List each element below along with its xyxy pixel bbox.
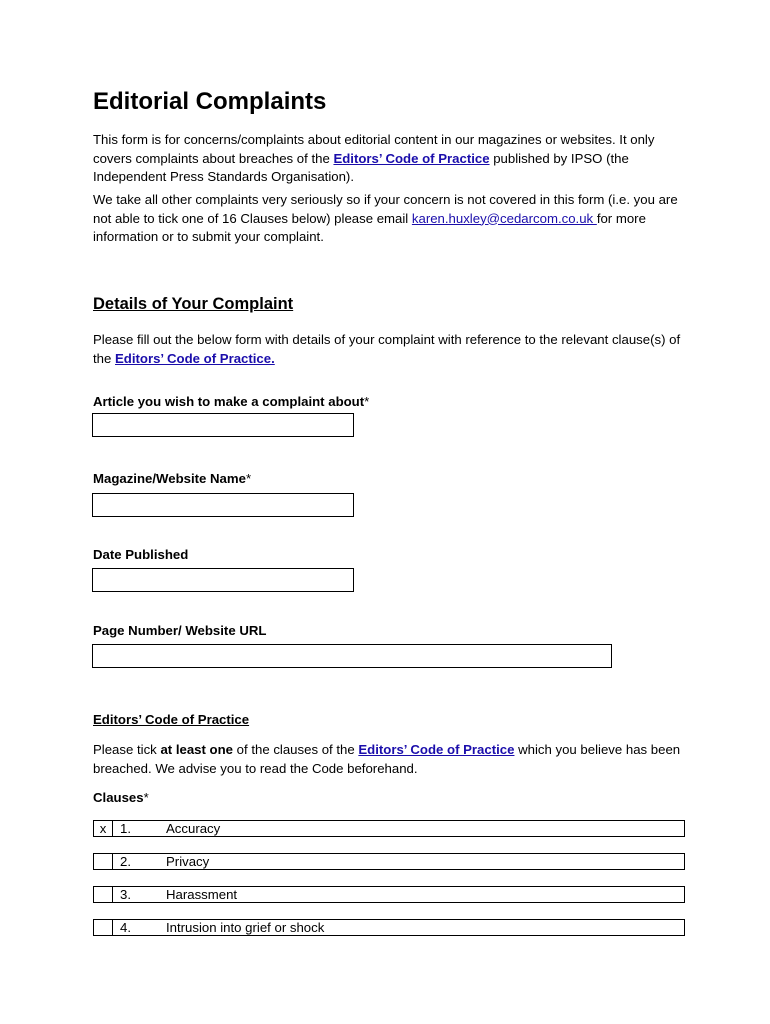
- url-field[interactable]: [92, 644, 612, 668]
- editors-code-link[interactable]: Editors’ Code of Practice: [358, 742, 515, 757]
- clauses-label: [93, 790, 149, 805]
- clause-checkbox[interactable]: [94, 854, 113, 869]
- article-field[interactable]: [92, 413, 354, 437]
- clause-checkbox[interactable]: x: [94, 821, 113, 836]
- required-marker: *: [245, 471, 252, 486]
- editors-code-link[interactable]: Editors’ Code of Practice: [333, 150, 490, 166]
- code-text: Please tick: [93, 742, 161, 757]
- date-input[interactable]: [93, 569, 353, 591]
- intro-paragraph-2: [93, 191, 693, 247]
- field-label-text: Date Published: [93, 547, 189, 562]
- required-marker: *: [364, 394, 370, 409]
- code-text: which you believe has been breached. We advise you to read the Code beforehand.: [93, 742, 681, 776]
- clause-number: 3.: [120, 887, 131, 902]
- clause-number: 2.: [120, 854, 131, 869]
- clause-row: [93, 886, 685, 903]
- details-heading: Details of Your Complaint: [93, 295, 294, 313]
- clause-row: [93, 820, 685, 837]
- intro-text: We take all other complaints very seriously so if your concern is not covered in this form (i.e. you are not able to tick one of 16 Clauses below) please email: [93, 192, 678, 226]
- intro-paragraph-1: [93, 131, 693, 187]
- url-input[interactable]: [93, 645, 611, 667]
- field-label-url: [93, 623, 266, 638]
- clause-name: Intrusion into grief or shock: [166, 920, 325, 935]
- details-description: [93, 331, 693, 368]
- clause-name: Harassment: [166, 887, 238, 902]
- code-description: [93, 741, 693, 778]
- magazine-field[interactable]: [92, 493, 354, 517]
- code-text-bold: at least one: [160, 742, 233, 757]
- article-input[interactable]: [93, 414, 353, 436]
- date-field[interactable]: [92, 568, 354, 592]
- intro-text: for more information or to submit your complaint.: [93, 210, 646, 244]
- field-label-article: [93, 394, 369, 409]
- clause-checkbox[interactable]: [94, 920, 113, 935]
- email-link[interactable]: karen.huxley@cedarcom.co.uk: [411, 210, 597, 226]
- code-heading: Editors’ Code of Practice: [93, 712, 250, 727]
- clause-name: Privacy: [166, 854, 210, 869]
- code-text: of the clauses of the: [233, 742, 359, 757]
- details-text: Please fill out the below form with details of your complaint with reference to the relevant clause(s) of the: [93, 332, 681, 366]
- page-title: Editorial Complaints: [93, 88, 327, 115]
- field-label-magazine: [93, 471, 251, 486]
- field-label-text: Article you wish to make a complaint about: [93, 394, 365, 409]
- clause-row: [93, 853, 685, 870]
- intro-text: published by IPSO (the Independent Press Standards Organisation).: [93, 150, 629, 184]
- editors-code-link[interactable]: Editors’ Code of Practice.: [115, 350, 275, 366]
- field-label-date: [93, 547, 188, 562]
- clause-number: 1.: [120, 821, 131, 836]
- required-marker: *: [143, 790, 149, 805]
- intro-text: This form is for concerns/complaints about editorial content in our magazines or websites. It only covers complaints about breaches of the: [93, 132, 655, 166]
- field-label-text: Magazine/Website Name: [93, 471, 246, 486]
- clause-name: Accuracy: [166, 821, 221, 836]
- clause-row: [93, 919, 685, 936]
- field-label-text: Page Number/ Website URL: [93, 623, 267, 638]
- clause-number: 4.: [120, 920, 131, 935]
- clause-checkbox[interactable]: [94, 887, 113, 902]
- magazine-input[interactable]: [93, 494, 353, 516]
- clauses-label-text: Clauses: [93, 790, 144, 805]
